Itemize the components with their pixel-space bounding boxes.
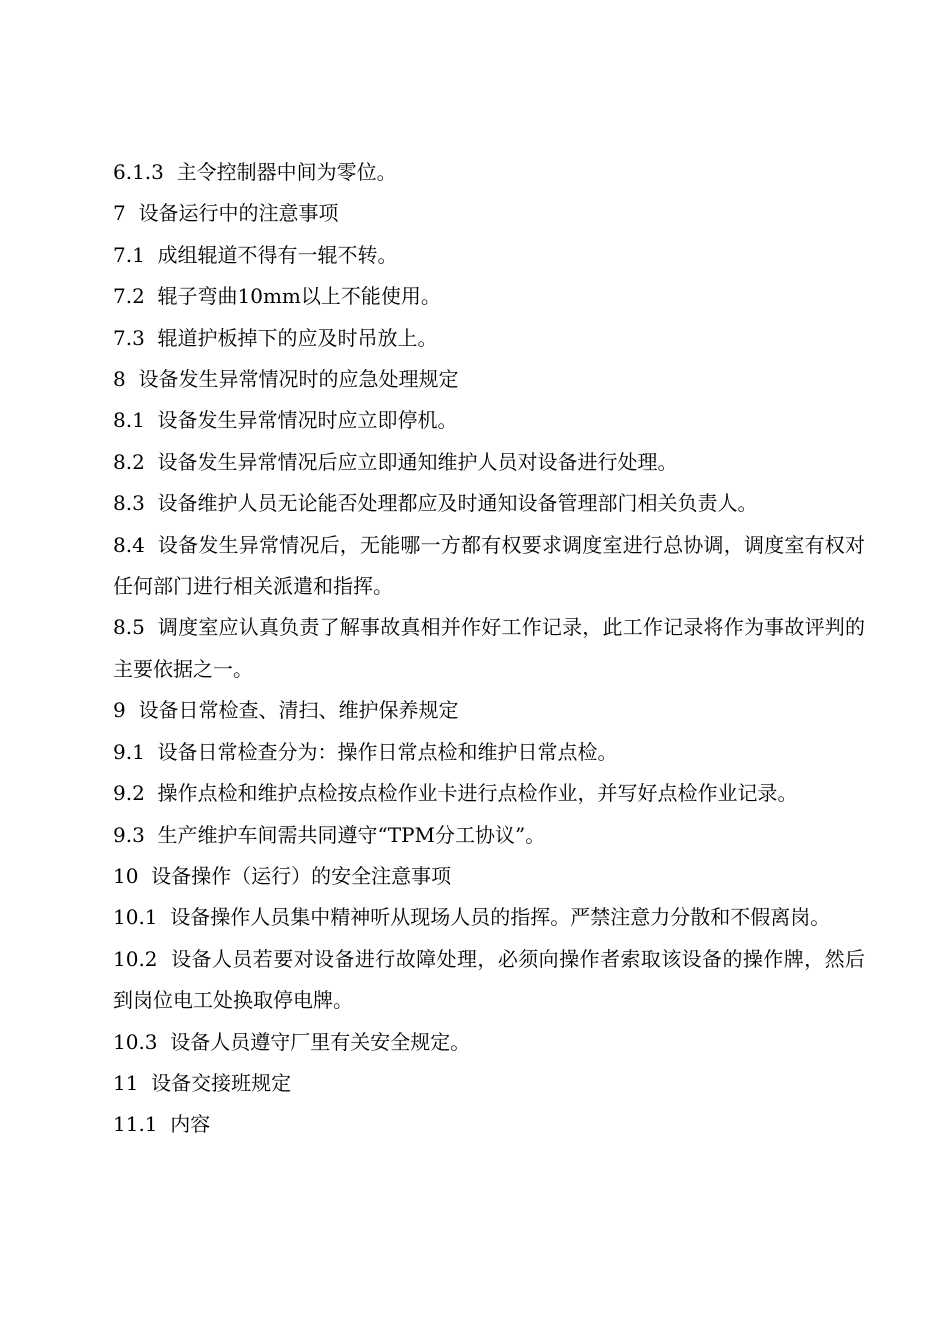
paragraph-10-3: 10.3 设备人员遵守厂里有关安全规定。 (113, 1029, 471, 1054)
paragraph-8-4: 8.4 设备发生异常情况后，无能哪一方都有权要求调度室进行总协调，调度室有权对任何部门进行相关派遣和指挥。 (113, 532, 865, 599)
paragraph-9-2: 9.2 操作点检和维护点检按点检作业卡进行点检作业，并写好点检作业记录。 (113, 781, 798, 806)
heading-11: 11 设备交接班规定 (113, 1070, 292, 1095)
paragraph-8-3: 8.3 设备维护人员无论能否处理都应及时通知设备管理部门相关负责人。 (113, 491, 758, 516)
heading-10: 10 设备操作（运行）的安全注意事项 (113, 863, 452, 888)
paragraph-8-1: 8.1 设备发生异常情况时应立即停机。 (113, 408, 458, 433)
paragraph-10-2: 10.2 设备人员若要对设备进行故障处理，必须向操作者索取该设备的操作牌，然后到岗位电工处换取停电牌。 (113, 946, 865, 1013)
paragraph-11-1: 11.1 内容 (113, 1112, 211, 1137)
paragraph-8-5: 8.5 调度室应认真负责了解事故真相并作好工作记录，此工作记录将作为事故评判的主要依据之一。 (113, 615, 865, 681)
heading-7: 7 设备运行中的注意事项 (113, 201, 339, 226)
paragraph-7-1: 7.1 成组辊道不得有一辊不转。 (113, 242, 398, 267)
paragraph-7-2: 7.2 辊子弯曲10mm以上不能使用。 (113, 284, 441, 309)
document-body (113, 152, 865, 1146)
paragraph-6-1-3: 6.1.3 主令控制器中间为零位。 (113, 160, 397, 184)
heading-9: 9 设备日常检查、清扫、维护保养规定 (113, 698, 459, 723)
heading-8: 8 设备发生异常情况时的应急处理规定 (113, 367, 459, 392)
paragraph-7-3: 7.3 辊道护板掉下的应及时吊放上。 (113, 325, 438, 350)
paragraph-8-2: 8.2 设备发生异常情况后应立即通知维护人员对设备进行处理。 (113, 449, 678, 474)
paragraph-10-1: 10.1 设备操作人员集中精神听从现场人员的指挥。严禁注意力分散和不假离岗。 (113, 905, 831, 930)
paragraph-9-1: 9.1 设备日常检查分为：操作日常点检和维护日常点检。 (113, 739, 618, 764)
paragraph-9-3: 9.3 生产维护车间需共同遵守“TPM分工协议”。 (113, 822, 546, 847)
